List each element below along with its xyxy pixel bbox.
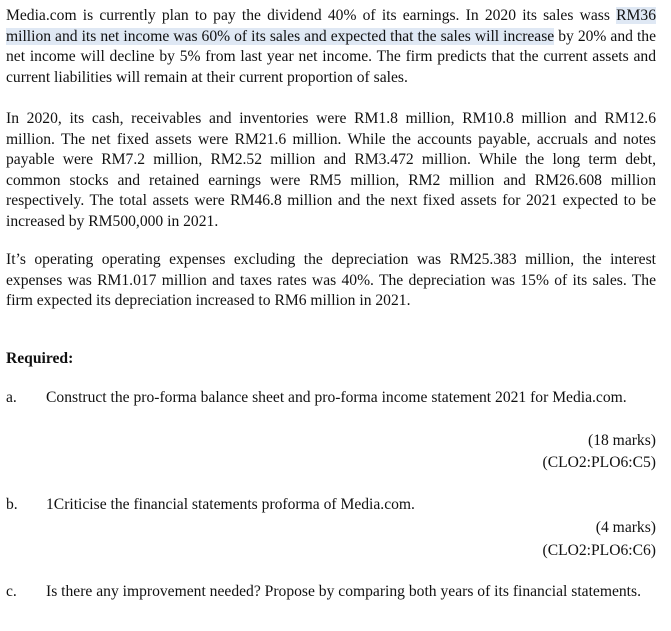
item-a-letter: a. (6, 389, 17, 406)
item-a-text: Construct the pro-forma balance sheet and pro-forma income statement 2021 for Media.com. (46, 389, 627, 406)
intro-text-start: Media.com is currently plan to pay the dividend 40% of its earnings. In 2020 its sales wass (6, 7, 617, 24)
item-a-marks: (18 marks) (588, 432, 656, 449)
item-b-text: 1Criticise the financial statements proforma of Media.com. (46, 496, 415, 513)
balance-sheet-paragraph: In 2020, its cash, receivables and inventories were RM1.8 million, RM10.8 million and RM12.6 million. The net fixed assets were RM21.6 million. While the accounts payable, accruals and notes payable were RM7.2 million, RM2.52 million and RM3.472 million. While the long term debt, common stocks and retained earnings were RM5 million, RM2 million and RM26.608 million respectively. The total assets were RM46.8 million and the next fixed assets for 2021 expected to be increased by RM500,000 in 2021. (6, 110, 656, 230)
income-paragraph: It’s operating operating expenses excluding the depreciation was RM25.383 million, the interest expenses was RM1.017 million and taxes rates was 40%. The depreciation was 15% of its sales. The firm expected its depreciation increased to RM6 million in 2021. (6, 251, 656, 310)
required-heading: Required: (6, 350, 74, 367)
item-c-text: Is there any improvement needed? Propose by comparing both years of its financial statements. (46, 583, 641, 600)
item-b-marks: (4 marks) (595, 519, 656, 536)
intro-text-end: by 20% and the net income will decline by 5% from last year net income. The firm predicts that the current assets and current liabilities will remain at their current proportion of sales. (6, 27, 657, 86)
item-b-letter: b. (6, 496, 18, 513)
highlighted-text[interactable]: RM36 million and its net income was 60% of its sales and expected that the sales will increase (6, 7, 656, 45)
item-a-clo: (CLO2:PLO6:C5) (542, 454, 656, 471)
item-c-letter: c. (6, 583, 17, 600)
item-b-clo: (CLO2:PLO6:C6) (542, 542, 656, 559)
intro-paragraph (6, 6, 656, 88)
